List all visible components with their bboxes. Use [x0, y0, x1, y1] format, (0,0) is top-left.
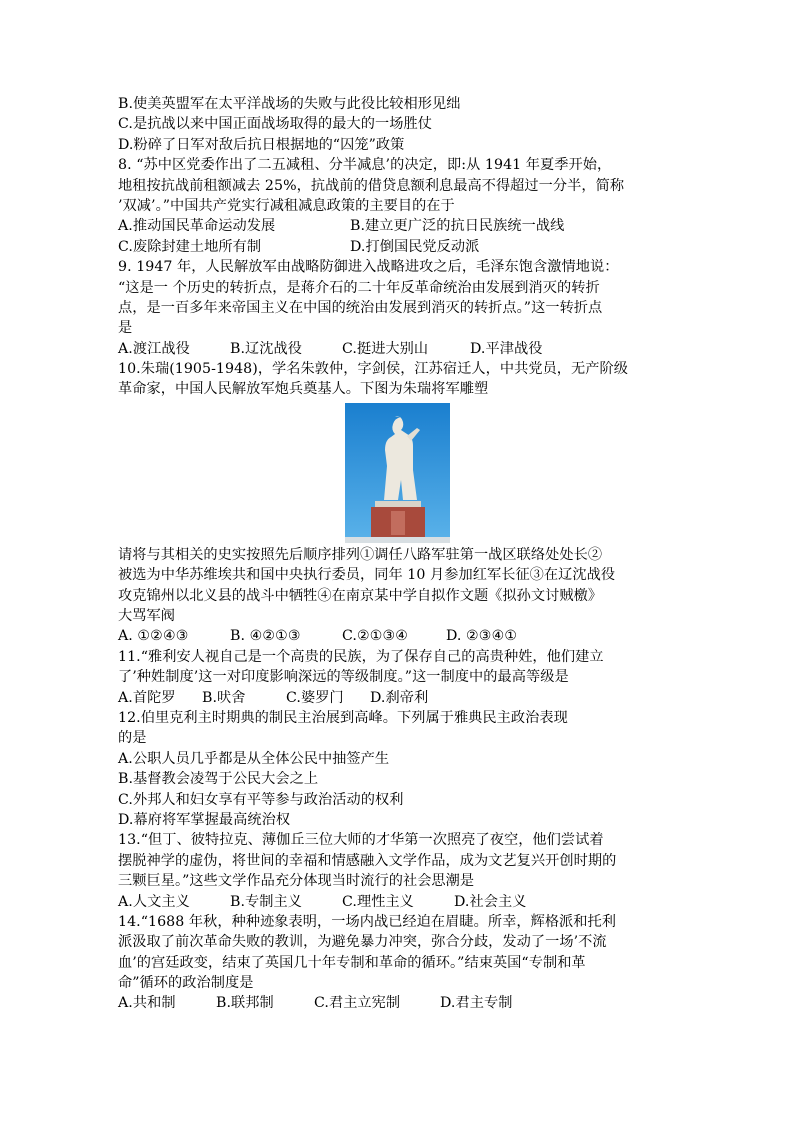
question-9 [118, 257, 683, 359]
option-d: D.打倒国民党反动派 [350, 238, 480, 255]
option-row [118, 688, 683, 708]
option-row [118, 626, 683, 646]
option-a: A.渡江战役 [118, 340, 190, 357]
option-b: B.联邦制 [216, 995, 274, 1012]
option-b: B.基督教会凌驾于公民大会之上 [118, 771, 319, 788]
option-c: C.君主立宪制 [314, 995, 401, 1012]
question-stem-line: 请将与其相关的史实按照先后顺序排列①调任八路军驻第一战区联络处处长② [118, 546, 603, 563]
option-d: D.刹帝利 [370, 689, 429, 706]
option-a: A.首陀罗 [118, 689, 176, 706]
question-13 [118, 830, 683, 912]
option-d: D.社会主义 [454, 893, 527, 910]
option-c: C.废除封建土地所有制 [118, 238, 262, 255]
question-stem-line: 三颗巨星。”这些文学作品充分体现当时流行的社会思潮是 [118, 873, 475, 890]
exam-page [118, 94, 683, 1014]
statue-illustration [345, 403, 450, 543]
question-stem-line: 的是 [118, 730, 147, 747]
option-d: D.幕府将军掌握最高统治权 [118, 811, 291, 828]
ground [345, 537, 450, 543]
question-stem-line: 革命家，中国人民解放军炮兵奠基人。下图为朱瑞将军雕塑 [118, 381, 489, 398]
question-stem-line: 大骂军阀 [118, 608, 175, 625]
question-10 [118, 359, 683, 647]
option-c: C.婆罗门 [286, 689, 344, 706]
question-stem-line: ’双减’。”中国共产党实行减租减息政策的主要目的在于 [118, 197, 455, 214]
q7-options-continued [118, 94, 683, 155]
option-row [118, 339, 683, 359]
question-12 [118, 708, 683, 830]
option-b: B.专制主义 [230, 893, 302, 910]
question-stem-line: “这是一 个历史的转折点，是蒋介石的二十年反革命统治由发展到消灭的转折 [118, 279, 600, 296]
question-8 [118, 155, 683, 257]
option-a: A. ①②④③ [118, 628, 189, 645]
question-stem-line: 命”循环的政治制度是 [118, 975, 254, 992]
option-b: B.建立更广泛的抗日民族统一战线 [350, 218, 565, 235]
option-c: C.理性主义 [342, 893, 414, 910]
question-stem-line: 11.“雅利安人视自己是一个高贵的民族，为了保存自己的高贵种姓，他们建立 [118, 648, 604, 665]
question-stem-line: 14.“1688 年秋，种种迹象表明，一场内战已经迫在眉睫。所幸，辉格派和托利 [118, 913, 617, 930]
question-stem-line: 是 [118, 320, 133, 337]
option-a: A.推动国民革命运动发展 [118, 218, 276, 235]
text-line: D.粉碎了日军对敌后抗日根据地的“囚笼”政策 [118, 136, 405, 153]
option-c: C.挺进大别山 [342, 340, 429, 357]
pedestal-plaque [391, 511, 405, 535]
question-stem-line: 10.朱瑞(1905-1948)，学名朱敦仲，字剑侯，江苏宿迁人，中共党员，无产阶级 [118, 361, 628, 378]
question-stem-line: 摆脱神学的虚伪，将世间的幸福和情感融入文学作品，成为文艺复兴开创时期的 [118, 852, 617, 869]
question-stem-line: 8. “苏中区党委作出了二五减租、分半减息’的决定，即:从 1941 年夏季开始， [118, 157, 612, 174]
question-stem-line: 13.“但丁、彼特拉克、薄伽丘三位大师的才华第一次照亮了夜空，他们尝试着 [118, 832, 604, 849]
question-11 [118, 647, 683, 708]
option-b: B. ④②①③ [230, 628, 301, 645]
option-c: C.②①③④ [342, 628, 409, 645]
text-line: C.是抗战以来中国正面战场取得的最大的一场胜仗 [118, 116, 432, 133]
option-row [118, 216, 683, 236]
question-stem-line: 了’种姓制度’这一对印度影响深远的等级制度。”这一制度中的最高等级是 [118, 669, 569, 686]
option-row [118, 993, 683, 1013]
option-d: D.君主专制 [440, 995, 513, 1012]
option-b: B.辽沈战役 [230, 340, 302, 357]
option-row [118, 237, 683, 257]
question-stem-line: 12.伯里克利主时期典的制民主治展到高峰。下列属于雅典民主政治表现 [118, 709, 568, 726]
option-a: A.公职人员几乎都是从全体公民中抽签产生 [118, 750, 390, 767]
option-a: A.共和制 [118, 995, 176, 1012]
question-stem-line: 攻克锦州以北义县的战斗中牺牲④在南京某中学自拟作文题《拟孙文讨贼檄》 [118, 587, 603, 604]
option-b: B.吠舍 [202, 689, 246, 706]
option-d: D.平津战役 [470, 340, 543, 357]
question-stem-line: 点，是一百多年来帝国主义在中国的统治由发展到消灭的转折点。”这一转折点 [118, 299, 603, 316]
option-c: C.外邦人和妇女享有平等参与政治活动的权利 [118, 791, 404, 808]
question-stem-line: 被选为中华苏维埃共和国中央执行委员，同年 10 月参加红军长征③在辽沈战役 [118, 567, 616, 584]
option-row [118, 892, 683, 912]
question-stem-line: 9. 1947 年，人民解放军由战略防御进入战略进攻之后，毛泽东饱含激情地说： [118, 259, 619, 276]
question-stem-line: 地租按抗战前租额减去 25%，抗战前的借贷息额利息最高不得超过一分半，简称 [118, 177, 625, 194]
option-a: A.人文主义 [118, 893, 190, 910]
statue-base-top [375, 501, 421, 507]
question-stem-line: 血’的宫廷政变，结束了英国几十年专制和革命的循环。”结束英国“专制和革 [118, 954, 586, 971]
text-line: B.使美英盟军在太平洋战场的失败与此役比较相形见绌 [118, 96, 461, 112]
option-d: D. ②③④① [446, 628, 518, 645]
question-stem-line: 派汲取了前次革命失败的教训，为避免暴力冲突，弥合分歧，发动了一场’不流 [118, 934, 607, 951]
zhu-rui-statue-photo [345, 403, 450, 543]
question-14 [118, 912, 683, 1014]
